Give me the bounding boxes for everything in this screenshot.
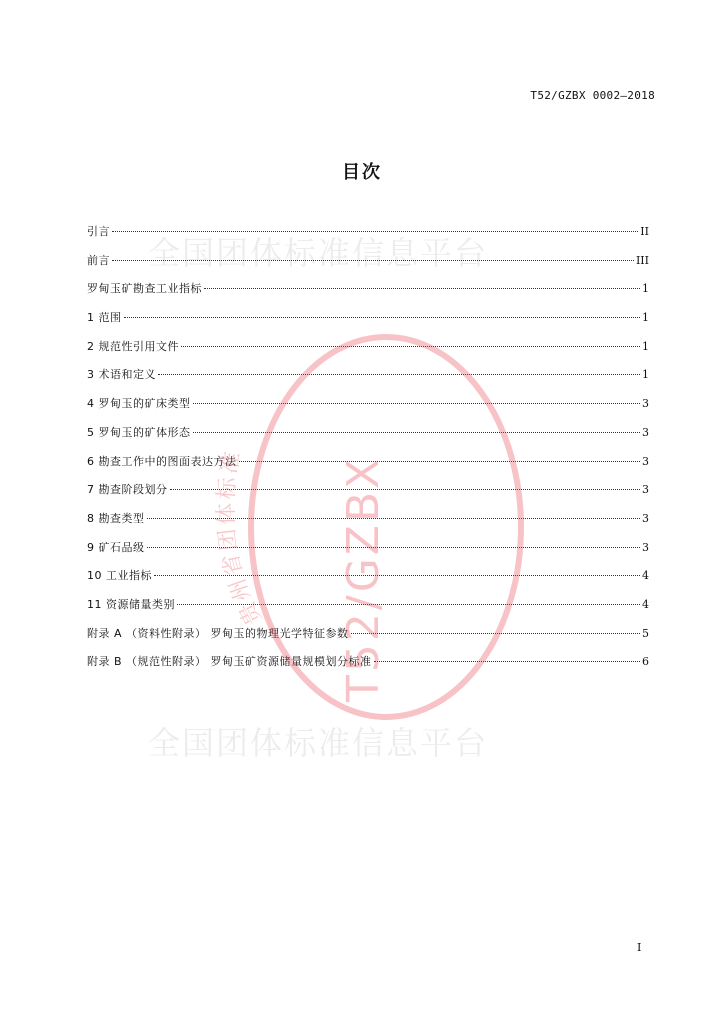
- toc-entry-label: 附录 B （规范性附录） 罗甸玉矿资源储量规模划分标准: [87, 655, 372, 669]
- toc-entry-page: 4: [642, 569, 649, 583]
- toc-entry-page: 1: [642, 282, 649, 296]
- toc-entry[interactable]: [87, 625, 649, 654]
- toc-entry-label: 罗甸玉矿勘查工业指标: [87, 282, 202, 296]
- toc-leader-dots: [181, 345, 640, 347]
- toc-entry-page: 6: [642, 655, 649, 669]
- toc-entry-label: 5 罗甸玉的矿体形态: [87, 425, 191, 439]
- toc-entry-label: 10 工业指标: [87, 569, 152, 583]
- toc-leader-dots: [112, 230, 638, 232]
- toc-entry-label: 附录 A （资料性附录） 罗甸玉的物理光学特征参数: [87, 626, 349, 640]
- seal-code-text: T52/GZBX: [338, 455, 389, 702]
- toc-entry-label: 前言: [87, 253, 110, 267]
- toc-entry-page: 4: [642, 597, 649, 611]
- toc-entry[interactable]: [87, 395, 649, 424]
- toc-entry[interactable]: [87, 424, 649, 453]
- toc-entry-label: 引言: [87, 225, 110, 238]
- toc-leader-dots: [204, 287, 640, 289]
- toc-leader-dots: [154, 574, 640, 576]
- toc-leader-dots: [193, 431, 641, 433]
- seal-org-text: 贵州省团体标准: [214, 446, 268, 629]
- toc-list: [87, 223, 649, 682]
- toc-entry[interactable]: [87, 252, 649, 281]
- toc-leader-dots: [147, 517, 641, 519]
- toc-entry-label: 4 罗甸玉的矿床类型: [87, 397, 191, 411]
- toc-entry[interactable]: [87, 453, 649, 482]
- toc-entry[interactable]: [87, 510, 649, 539]
- toc-entry-page: 3: [642, 540, 649, 554]
- toc-leader-dots: [351, 632, 640, 634]
- toc-entry-label: 2 规范性引用文件: [87, 339, 179, 353]
- toc-entry-page: 1: [642, 339, 649, 353]
- toc-entry[interactable]: [87, 338, 649, 367]
- toc-entry-page: 3: [642, 511, 649, 525]
- toc-entry[interactable]: [87, 481, 649, 510]
- toc-entry-label: 7 勘查阶段划分: [87, 483, 168, 497]
- toc-leader-dots: [158, 373, 640, 375]
- watermark-top: 全国团体标准信息平台: [148, 234, 489, 272]
- toc-leader-dots: [193, 402, 641, 404]
- toc-entry-page: 1: [642, 368, 649, 382]
- toc-entry[interactable]: [87, 596, 649, 625]
- toc-entry-label: 8 勘查类型: [87, 511, 145, 525]
- page-number: I: [637, 941, 642, 954]
- toc-title: 目次: [342, 162, 382, 183]
- toc-leader-dots: [239, 460, 641, 462]
- toc-entry-label: 11 资源储量类别: [87, 597, 175, 611]
- toc-leader-dots: [170, 488, 641, 490]
- toc-entry-page: 3: [642, 454, 649, 468]
- toc-entry[interactable]: [87, 366, 649, 395]
- toc-leader-dots: [112, 259, 634, 261]
- toc-entry[interactable]: [87, 223, 649, 252]
- toc-entry[interactable]: [87, 539, 649, 568]
- toc-entry-page: 3: [642, 425, 649, 439]
- toc-entry-label: 9 矿石品级: [87, 540, 145, 554]
- toc-entry[interactable]: [87, 280, 649, 309]
- document-code: T52/GZBX 0002—2018: [530, 89, 655, 102]
- toc-leader-dots: [124, 316, 641, 318]
- toc-entry[interactable]: [87, 653, 649, 682]
- toc-entry[interactable]: [87, 567, 649, 596]
- toc-entry-page: 3: [642, 397, 649, 411]
- toc-entry[interactable]: [87, 309, 649, 338]
- toc-entry-page: 1: [642, 311, 649, 325]
- toc-entry-page: 3: [642, 483, 649, 497]
- toc-entry-page: 5: [642, 626, 649, 640]
- toc-leader-dots: [177, 603, 640, 605]
- toc-entry-page: III: [635, 253, 649, 267]
- toc-entry-page: II: [640, 225, 649, 238]
- toc-entry-label: 6 勘查工作中的图面表达方法: [87, 454, 237, 468]
- toc-entry-label: 3 术语和定义: [87, 368, 156, 382]
- watermark-bottom: 全国团体标准信息平台: [148, 724, 489, 762]
- toc-leader-dots: [147, 546, 641, 548]
- toc-entry-label: 1 范围: [87, 311, 122, 325]
- toc-leader-dots: [374, 660, 640, 662]
